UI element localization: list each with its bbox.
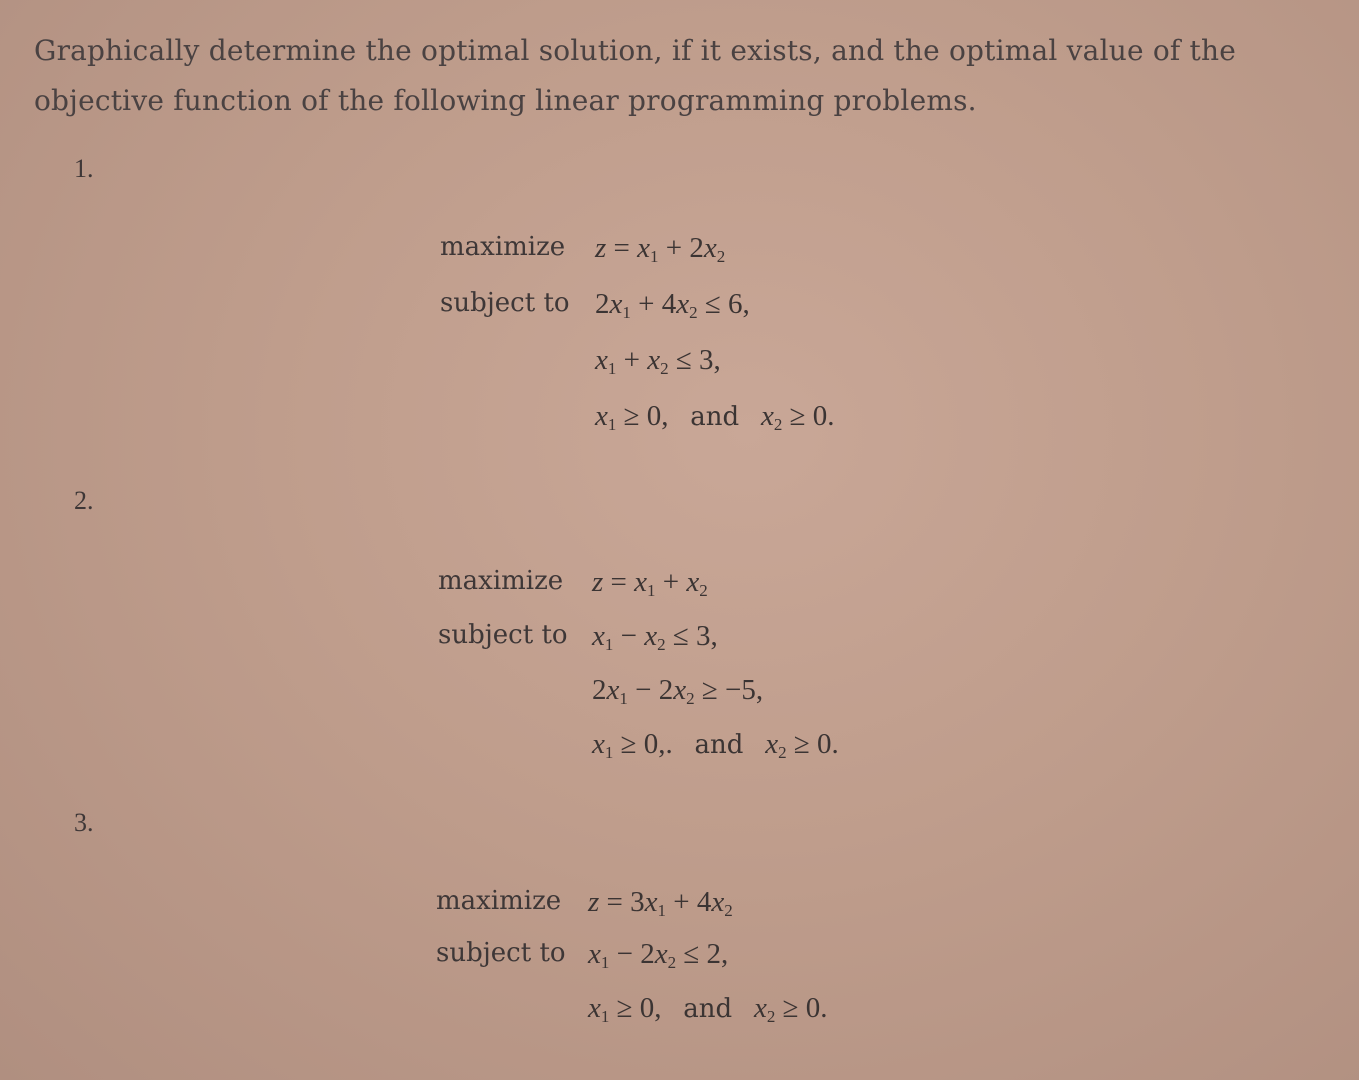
objective-label: maximize [438, 566, 564, 596]
objective-label: maximize [436, 886, 562, 916]
problem-number: 1. [74, 154, 94, 183]
objective-function: $z = x_1 + 2x_2$ [595, 232, 726, 266]
instructions-line-1: Graphically determine the optimal solution, if it exists, and the optimal value of the [34, 34, 1237, 67]
problem-number: 3. [74, 808, 94, 837]
constraints-label: subject to [440, 288, 570, 318]
constraint: $x_1 - 2x_2 \le 2$, [588, 938, 729, 972]
objective-function: $z = 3x_1 + 4x_2$ [588, 886, 733, 920]
nonnegativity-constraint: $x_1 \ge 0$, and $x_2 \ge 0$. [588, 992, 828, 1026]
objective-label: maximize [440, 232, 566, 262]
constraints-label: subject to [436, 938, 566, 968]
constraint: $x_1 - x_2 \le 3$, [592, 620, 718, 654]
nonnegativity-constraint: $x_1 \ge 0$, and $x_2 \ge 0$. [595, 400, 835, 434]
nonnegativity-constraint: $x_1 \ge 0$,. and $x_2 \ge 0$. [592, 728, 839, 762]
constraints-label: subject to [438, 620, 568, 650]
problem-number: 2. [74, 486, 94, 515]
objective-function: $z = x_1 + x_2$ [592, 566, 708, 600]
instructions-text [34, 26, 1274, 126]
constraint: $2x_1 - 2x_2 \ge -5$, [592, 674, 764, 708]
constraint: $2x_1 + 4x_2 \le 6$, [595, 288, 750, 322]
constraint: $x_1 + x_2 \le 3$, [595, 344, 721, 378]
instructions-line-2: objective function of the following linear programming problems. [34, 84, 977, 117]
